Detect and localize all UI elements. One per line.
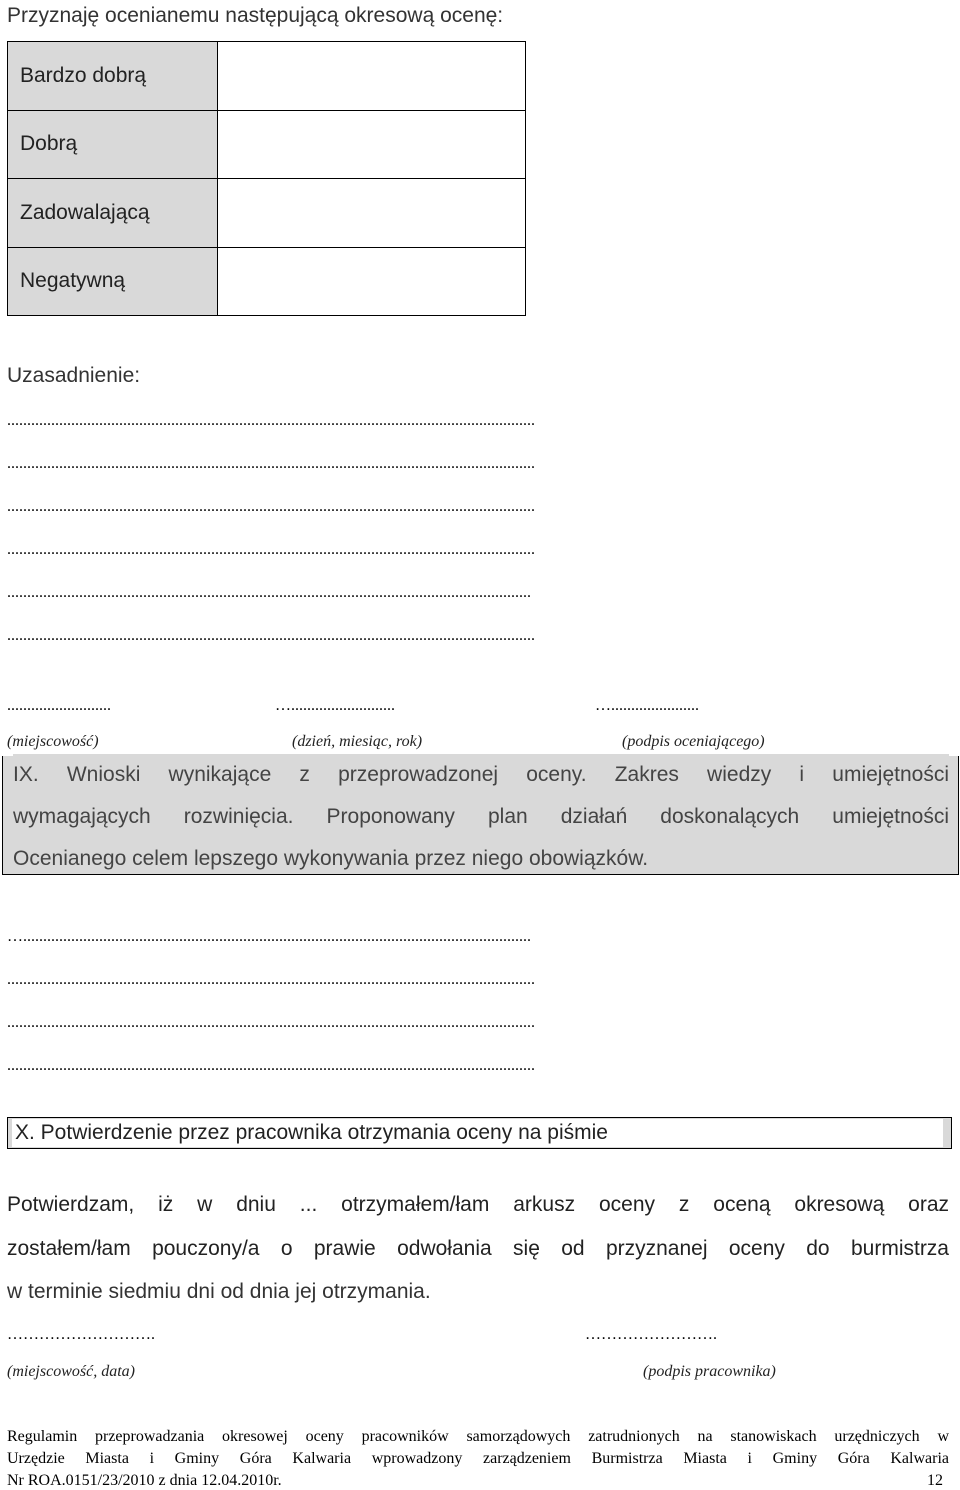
section-ix-line: wymagających rozwinięcia. Proponowany plan działań doskonalących umiejętności [13,805,949,828]
grade-row [8,110,526,179]
place-dots[interactable]: .......................... [7,697,111,714]
employee-signature-label: (podpis pracownika) [643,1363,776,1380]
dot-line[interactable]: .................................................................................................................................... [7,541,535,558]
grade-table [7,41,526,316]
confirm-line: w terminie siedmiu dni od dnia jej otrzymania. [7,1280,431,1303]
footer-line: Nr ROA.0151/23/2010 z dnia 12.04.2010r. [7,1472,282,1489]
grade-check-cell[interactable] [218,179,526,248]
grade-row [8,247,526,316]
signature-dots[interactable]: …...................... [595,697,699,714]
dot-line[interactable]: .................................................................................................................................... [7,1057,535,1074]
grade-label: Bardzo dobrą [8,42,218,111]
date-dots[interactable]: ….......................... [275,697,395,714]
confirm-line: Potwierdzam, iż w dniu ... otrzymałem/łam arkusz oceny z oceną okresową oraz [7,1193,949,1216]
place-date-label: (miejscowość, data) [7,1363,135,1380]
grade-row [8,42,526,111]
grade-check-cell[interactable] [218,247,526,316]
signature-label: (podpis oceniającego) [622,733,765,750]
footer-line: Regulamin przeprowadzania okresowej oceny pracowników samorządowych zatrudnionych na stanowiskach urzędniczych w [7,1428,949,1445]
dot-line[interactable]: .................................................................................................................................... [7,498,535,515]
dot-line[interactable]: .................................................................................................................................... [7,627,535,644]
section-x-box [7,1117,952,1149]
dot-line[interactable]: .................................................................................................................................... [7,1014,535,1031]
section-ix-text [13,754,949,872]
dot-line[interactable]: .................................................................................................................................... [7,412,535,429]
place-date-dots[interactable]: ………………………. [7,1326,155,1343]
section-x-title: X. Potwierdzenie przez pracownika otrzymania oceny na piśmie [12,1119,943,1147]
justification-label: Uzasadnienie: [7,364,141,387]
section-ix-line: Ocenianego celem lepszego wykonywania przez niego obowiązków. [13,847,649,870]
section-ix-box [2,756,959,875]
page-number: 12 [927,1472,943,1489]
grade-label: Negatywną [8,247,218,316]
intro-text: Przyznaję ocenianemu następującą okresową ocenę: [7,4,504,27]
date-label: (dzień, miesiąc, rok) [292,733,423,750]
grade-check-cell[interactable] [218,42,526,111]
dot-line[interactable]: ................................................................................................................................... [7,584,531,601]
grade-check-cell[interactable] [218,110,526,179]
employee-signature-dots[interactable]: ……………………. [585,1326,717,1343]
place-label: (miejscowość) [7,733,99,750]
grade-label: Zadowalającą [8,179,218,248]
dot-line[interactable]: .................................................................................................................................... [7,971,535,988]
grade-row [8,179,526,248]
grade-label: Dobrą [8,110,218,179]
dot-line[interactable]: …............................................................................................................................... [7,928,531,945]
confirm-line: zostałem/łam pouczony/a o prawie odwołania się od przyznanej oceny do burmistrza [7,1237,949,1260]
section-ix-line: IX. Wnioski wynikające z przeprowadzonej oceny. Zakres wiedzy i umiejętności [13,763,949,786]
footer-line: Urzędzie Miasta i Gminy Góra Kalwaria wprowadzony zarządzeniem Burmistrza Miasta i Gminy Góra Kalwaria [7,1450,949,1467]
dot-line[interactable]: .................................................................................................................................... [7,455,535,472]
